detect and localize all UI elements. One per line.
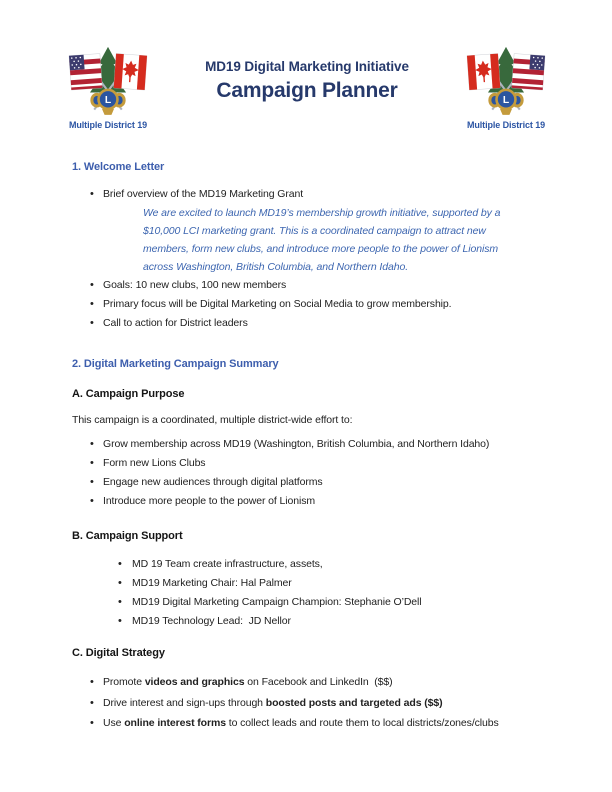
page-title: MD19 Digital Marketing Initiative — [205, 59, 409, 74]
welcome-list — [72, 276, 540, 333]
welcome-grant-quote: We are excited to launch MD19’s membership growth initiative, supported by a $10,000 LCI marketing grant. This is a coordinated campaign to attract new members, form new clubs, and introduce more people to the power of Lionism across Washington, British Columbia, and Northern Idaho. — [143, 207, 504, 273]
subsection-heading-campaign-purpose: A. Campaign Purpose — [72, 388, 185, 400]
list-item-text: Promote — [103, 676, 145, 688]
list-item — [72, 473, 540, 492]
list-item-text: MD19 Marketing Chair: Hal Palmer — [132, 577, 292, 589]
list-item-text: Goals: 10 new clubs, 100 new members — [103, 279, 287, 291]
list-item-text: MD 19 Team create infrastructure, assets, — [132, 558, 323, 570]
list-item — [72, 295, 540, 314]
strategy-list — [72, 672, 540, 734]
list-item — [72, 185, 540, 204]
support-list — [72, 555, 540, 631]
md19-crest-icon — [461, 46, 551, 120]
title-block — [156, 46, 458, 103]
page-subtitle: Campaign Planner — [216, 79, 398, 102]
page-header — [0, 0, 612, 130]
canada-flag-icon — [114, 54, 147, 90]
md19-crest-icon — [63, 46, 153, 120]
md19-logo-left — [60, 46, 156, 130]
list-item — [72, 454, 540, 473]
list-item — [72, 713, 540, 734]
logo-caption: Multiple District 19 — [68, 120, 148, 130]
list-item — [72, 574, 540, 593]
section-heading-campaign-summary: 2. Digital Marketing Campaign Summary — [72, 358, 279, 370]
purpose-list — [72, 435, 540, 511]
subsection-heading-digital-strategy: C. Digital Strategy — [72, 647, 165, 659]
list-item — [72, 492, 540, 511]
lions-emblem-icon — [90, 90, 125, 115]
list-item-text: Grow membership across MD19 (Washington, British Columbia, and Northern Idaho) — [103, 438, 490, 450]
canada-flag-icon — [467, 54, 500, 90]
list-item-text: on Facebook and LinkedIn ($$) — [244, 676, 393, 688]
list-item-text: Form new Lions Clubs — [103, 457, 206, 469]
svg-text:L: L — [502, 95, 510, 107]
list-item — [72, 435, 540, 454]
purpose-intro: This campaign is a coordinated, multiple district-wide effort to: — [72, 414, 353, 426]
list-item — [72, 276, 540, 295]
list-item-bold-text: online interest forms — [124, 717, 226, 729]
list-item — [72, 555, 540, 574]
section-heading-welcome-letter: 1. Welcome Letter — [72, 161, 165, 173]
logo-caption: Multiple District 19 — [466, 120, 546, 130]
list-item — [72, 612, 540, 631]
subsection-heading-campaign-support: B. Campaign Support — [72, 530, 183, 542]
list-item-text: to collect leads and route them to local districts/zones/clubs — [225, 717, 499, 729]
list-item-text: Call to action for District leaders — [103, 317, 248, 329]
list-item-text: Introduce more people to the power of Lionism — [103, 495, 316, 507]
lions-emblem-icon — [488, 90, 523, 115]
list-item — [72, 693, 540, 714]
list-item-text: MD19 Technology Lead: JD Nellor — [132, 615, 291, 627]
list-item-bold-text: videos and graphics — [144, 676, 245, 688]
list-item-bold-text: boosted posts and targeted ads ($$) — [265, 696, 443, 709]
md19-logo-right — [458, 46, 554, 130]
list-item — [72, 314, 540, 333]
list-item-text: Brief overview of the MD19 Marketing Grant — [103, 188, 304, 200]
list-item — [72, 672, 540, 693]
list-item — [72, 593, 540, 612]
us-flag-icon — [69, 54, 102, 90]
list-item-text: Use — [103, 717, 125, 729]
welcome-list — [72, 185, 540, 204]
list-item-text: Primary focus will be Digital Marketing on Social Media to grow membership. — [103, 298, 452, 310]
svg-text:L: L — [104, 95, 112, 107]
document-body — [0, 161, 612, 734]
list-item-text: Drive interest and sign-ups through — [103, 696, 266, 709]
list-item-text: Engage new audiences through digital platforms — [103, 476, 323, 488]
us-flag-icon — [512, 54, 545, 90]
list-item-text: MD19 Digital Marketing Campaign Champion: Stephanie O’Dell — [132, 596, 422, 608]
